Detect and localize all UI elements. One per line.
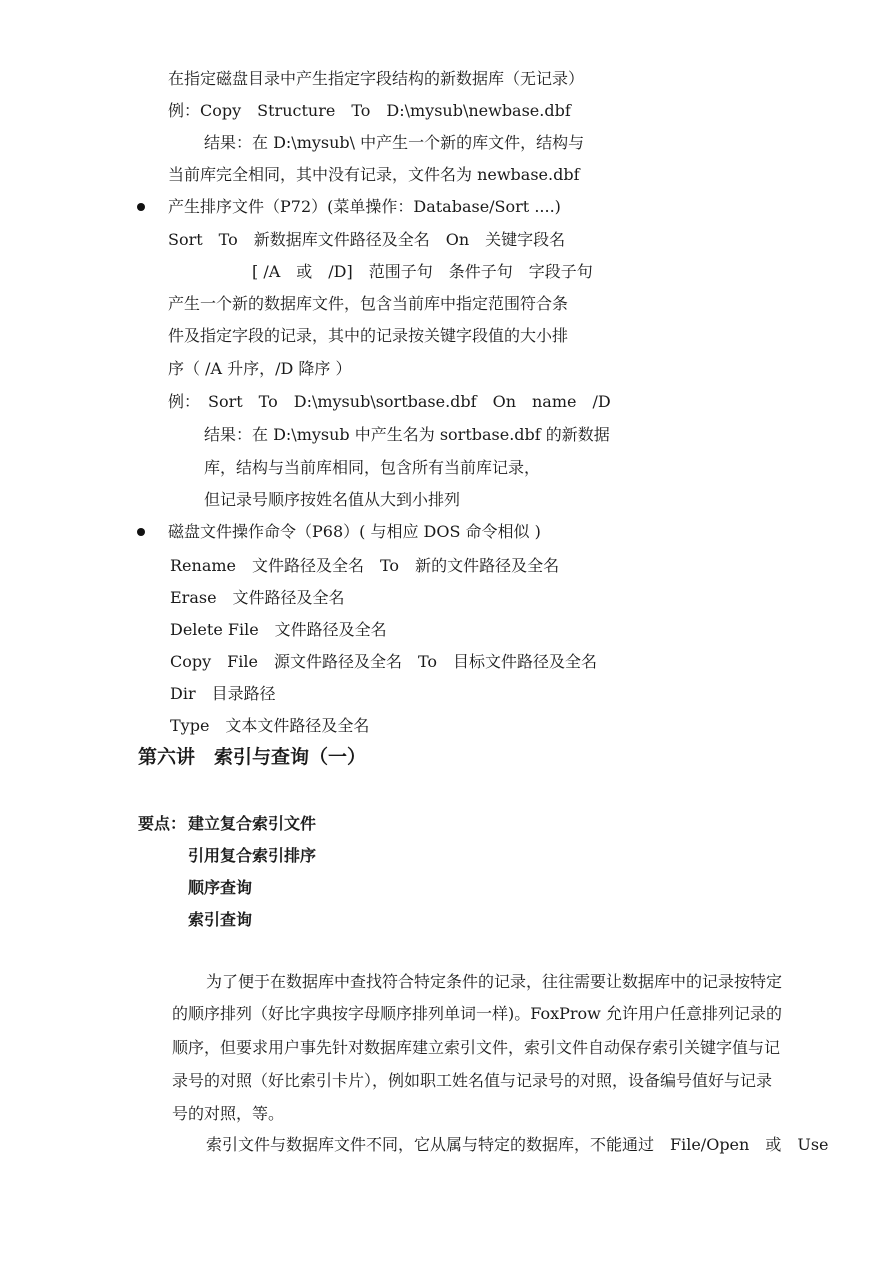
point-item: 引用复合索引排序 bbox=[188, 846, 317, 865]
sort-title: 产生排序文件（P72）(菜单操作：Database/Sort ....) bbox=[168, 197, 561, 216]
disk-command: Rename 文件路径及全名 To 新的文件路径及全名 bbox=[170, 556, 560, 575]
points-label: 要点： bbox=[138, 814, 187, 833]
bullet-icon bbox=[137, 528, 145, 536]
sort-result-2: 库，结构与当前库相同，包含所有当前库记录， bbox=[204, 458, 541, 477]
copy-structure-result-2: 当前库完全相同，其中没有记录，文件名为 newbase.dbf bbox=[168, 165, 580, 184]
copy-structure-desc: 在指定磁盘目录中产生指定字段结构的新数据库（无记录） bbox=[168, 69, 585, 88]
body-line: 号的对照，等。 bbox=[172, 1104, 285, 1123]
sort-example: 例： Sort To D:\mysub\sortbase.dbf On name /D bbox=[168, 392, 611, 411]
disk-command: Copy File 源文件路径及全名 To 目标文件路径及全名 bbox=[170, 652, 598, 671]
body-line: 顺序，但要求用户事先针对数据库建立索引文件，索引文件自动保存索引关键字值与记 bbox=[172, 1038, 781, 1057]
sort-desc-3: 序（ /A 升序，/D 降序 ） bbox=[168, 359, 352, 378]
sort-result-3: 但记录号顺序按姓名值从大到小排列 bbox=[204, 490, 461, 509]
sort-syntax-1: Sort To 新数据库文件路径及全名 On 关键字段名 bbox=[168, 230, 566, 249]
body-line: 的顺序排列（好比字典按字母顺序排列单词一样)。FoxProw 允许用户任意排列记录的 bbox=[172, 1004, 782, 1023]
body-line: 索引文件与数据库文件不同，它从属与特定的数据库，不能通过 File/Open 或 Use bbox=[206, 1135, 829, 1154]
sort-desc-1: 产生一个新的数据库文件，包含当前库中指定范围符合条 bbox=[168, 294, 569, 313]
sort-result-1: 结果：在 D:\mysub 中产生名为 sortbase.dbf 的新数据 bbox=[204, 425, 610, 444]
sort-syntax-2: [ /A 或 /D] 范围子句 条件子句 字段子句 bbox=[252, 262, 593, 281]
lecture-heading: 第六讲 索引与查询（一） bbox=[138, 746, 367, 768]
point-item: 建立复合索引文件 bbox=[188, 814, 317, 833]
disk-command: Type 文本文件路径及全名 bbox=[170, 716, 370, 735]
disk-title: 磁盘文件操作命令（P68）( 与相应 DOS 命令相似 ) bbox=[168, 522, 541, 541]
body-line: 录号的对照（好比索引卡片），例如职工姓名值与记录号的对照，设备编号值好与记录 bbox=[172, 1071, 773, 1090]
body-line: 为了便于在数据库中查找符合特定条件的记录，往往需要让数据库中的记录按特定 bbox=[206, 972, 783, 991]
point-item: 索引查询 bbox=[188, 910, 253, 929]
disk-command: Erase 文件路径及全名 bbox=[170, 588, 345, 607]
bullet-icon bbox=[137, 203, 145, 211]
sort-desc-2: 件及指定字段的记录，其中的记录按关键字段值的大小排 bbox=[168, 326, 569, 345]
disk-command: Dir 目录路径 bbox=[170, 684, 276, 703]
copy-structure-example: 例：Copy Structure To D:\mysub\newbase.dbf bbox=[168, 101, 571, 120]
disk-command: Delete File 文件路径及全名 bbox=[170, 620, 387, 639]
copy-structure-result-1: 结果：在 D:\mysub\ 中产生一个新的库文件，结构与 bbox=[204, 133, 585, 152]
point-item: 顺序查询 bbox=[188, 878, 253, 897]
